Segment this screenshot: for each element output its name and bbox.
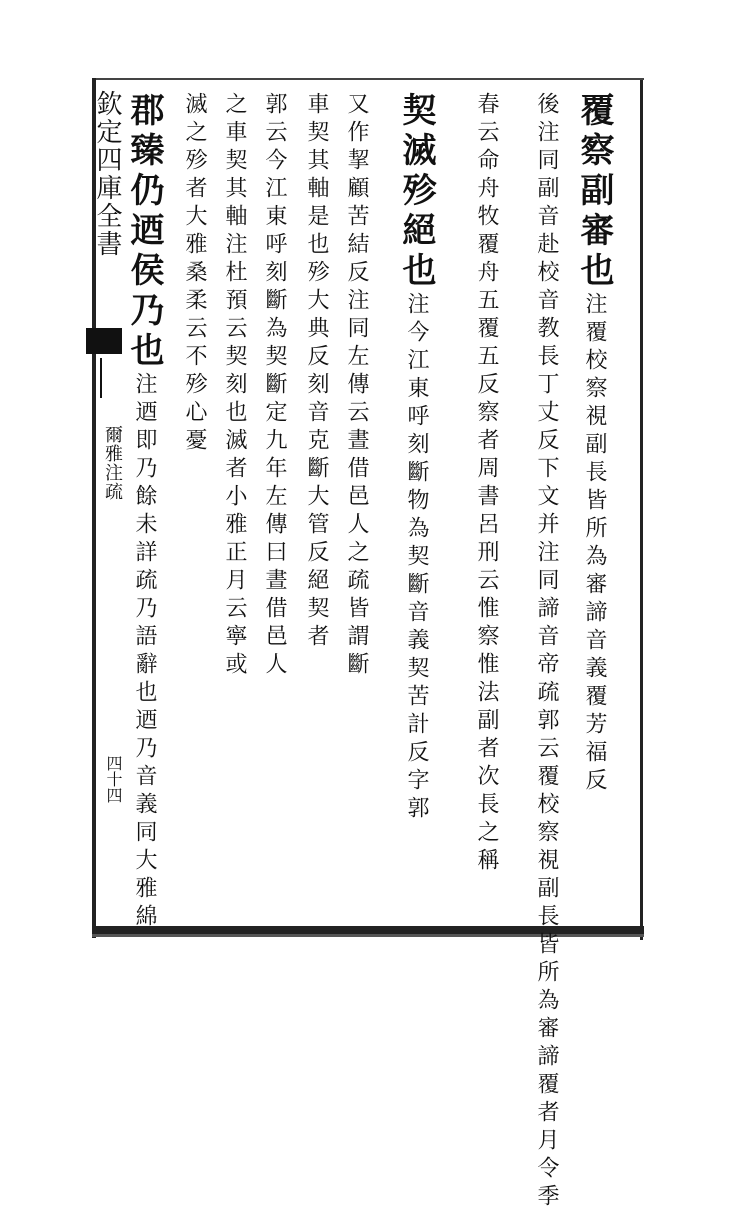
fish-tail-mark [86,328,122,354]
frame-top-rule [92,78,644,80]
text-column-2 [530,92,562,1212]
subnote: 絕契者 [304,568,329,652]
annotation: 之車契其軸注杜預云契刻也滅者小雅正月云寧或 [222,92,247,680]
page-number: 四十四 [104,755,123,803]
subnote: 疏皆謂斷 [344,568,369,680]
text-column-10 [124,92,164,932]
annotation: 郭云今江東呼刻斷為契斷定九年左傳曰晝借邑人 [262,92,287,680]
text-column-7 [258,92,290,680]
subnote: 覆芳福反 [582,684,607,796]
annotation: 注迺即乃餘未詳 [132,372,157,568]
headword: 契滅殄絕也 [396,92,436,292]
annotation: 注覆校察視副長皆所為審諦音義 [582,292,607,684]
annotation: 春云命舟牧覆舟五覆五反察者周書呂刑云惟察惟法副者次長之稱 [474,92,499,876]
series-title: 欽定四庫全書 [92,90,122,258]
headword: 覆察副審也 [574,92,614,292]
subnote: 疏乃語辭也迺乃音義同大雅綿 [132,568,157,932]
annotation: 又作挈顧苦結反注同左傳云晝借邑人之 [344,92,369,568]
text-column-6 [300,92,332,652]
annotation: 後注同副音赴校音教長丁丈反下文并注同諦音帝 [534,92,559,680]
text-column-1 [574,92,614,796]
annotation: 注今江東呼刻斷物為契斷音義 [404,292,429,656]
headword: 郡臻仍迺侯乃也 [124,92,164,372]
subnote: 契苦計反字郭 [404,656,429,824]
frame-right-rule [640,80,643,940]
text-column-3 [470,92,502,876]
annotation: 滅之殄者大雅桑柔云不殄心憂 [182,92,207,456]
text-column-4 [396,92,436,824]
book-title: 爾雅注疏 [102,425,123,501]
text-column-8 [218,92,250,680]
text-column-9 [178,92,210,456]
fish-tail-line [100,358,102,398]
subnote: 疏郭云覆校察視副長皆所為審諦覆者月令季 [534,680,559,1212]
annotation: 車契其軸是也殄大典反刻音克斷大管反 [304,92,329,568]
text-column-5 [340,92,372,680]
